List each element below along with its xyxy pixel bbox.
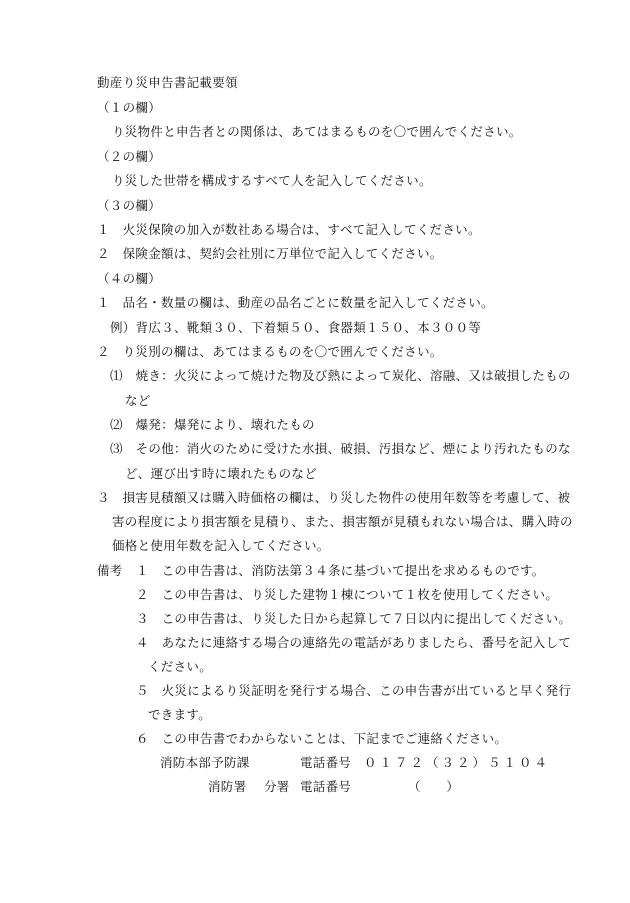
section1-heading: （１の欄） [97, 100, 162, 115]
contact-dept1: 消防本部予防課 [160, 755, 250, 770]
remarks-note3: ３ この申告書は、り災した日から起算して７日以内に提出してください。 [136, 611, 572, 626]
section4-sub1-line2: など [125, 393, 151, 408]
contact-dept2: 消防署 [208, 779, 247, 794]
document-title: 動産り災申告書記載要領 [97, 75, 238, 90]
contact-phone-number2: （ ） [408, 779, 460, 794]
section1-text: り災物件と申告者との関係は、あてはまるものを〇で囲んでください。 [112, 124, 522, 139]
section4-example: 例）背広３、靴類３０、下着類５０、食器類１５０、本３００等 [110, 320, 482, 335]
contact-phone-number1: ０１７２（３２）５１０４ [364, 755, 551, 770]
section4-sub2: ⑵ 爆発：爆発により、壊れたもの [110, 417, 315, 432]
remarks-note5-line1: ５ 火災によるり災証明を発行する場合、この申告書が出ていると早く発行 [136, 683, 572, 698]
section3-heading: （３の欄） [97, 198, 162, 213]
section4-sub1-line1: ⑴ 焼き：火災によって焼けた物及び熱によって炭化、溶融、又は破損したもの [110, 368, 571, 383]
section4-item2: ２ り災別の欄は、あてはまるものを〇で囲んでください。 [97, 344, 443, 359]
section3-item1: １ 火災保険の加入が数社ある場合は、すべて記入してください。 [97, 222, 481, 237]
section4-heading: （４の欄） [97, 271, 162, 286]
remarks-note5-line2: できます。 [148, 707, 212, 722]
section2-heading: （２の欄） [97, 149, 162, 164]
section4-sub3-line2: ど、運び出す時に壊れたものなど [125, 466, 318, 481]
remarks-note4-line2: ください。 [148, 659, 213, 674]
remarks-note2: ２ この申告書は、り災した建物１棟について１枚を使用してください。 [136, 587, 559, 602]
remarks-note6: ６ この申告書でわからないことは、下記までご連絡ください。 [136, 731, 508, 746]
remarks-label: 備考 [97, 563, 123, 578]
section2-text: り災した世帯を構成するすべて人を記入してください。 [112, 173, 432, 188]
section4-item3-line2: 害の程度により損害額を見積り、また、損害額が見積もれない場合は、購入時の [112, 514, 573, 529]
section4-sub3-line1: ⑶ その他：消火のために受けた水損、破損、汚損など、煙により汚れたものな [110, 441, 571, 456]
section4-item3-line3: 価格と使用年数を記入してください。 [112, 538, 330, 553]
section4-item1: １ 品名・数量の欄は、動産の品名ごとに数量を記入してください。 [97, 295, 494, 310]
section4-item3-line1: ３ 損害見積額又は購入時価格の欄は、り災した物件の使用年数等を考慮して、被 [97, 490, 571, 505]
contact-branch: 分署 [264, 779, 290, 794]
contact-phone-label1: 電話番号 [300, 755, 352, 770]
remarks-note1: １ この申告書は、消防法第３４条に基づいて提出を求めるものです。 [136, 563, 545, 578]
section3-item2: ２ 保険金額は、契約会社別に万単位で記入してください。 [97, 246, 443, 261]
remarks-note4-line1: ４ あなたに連絡する場合の連絡先の電話がありましたら、番号を記入して [136, 635, 572, 650]
contact-phone-label2: 電話番号 [300, 779, 352, 794]
